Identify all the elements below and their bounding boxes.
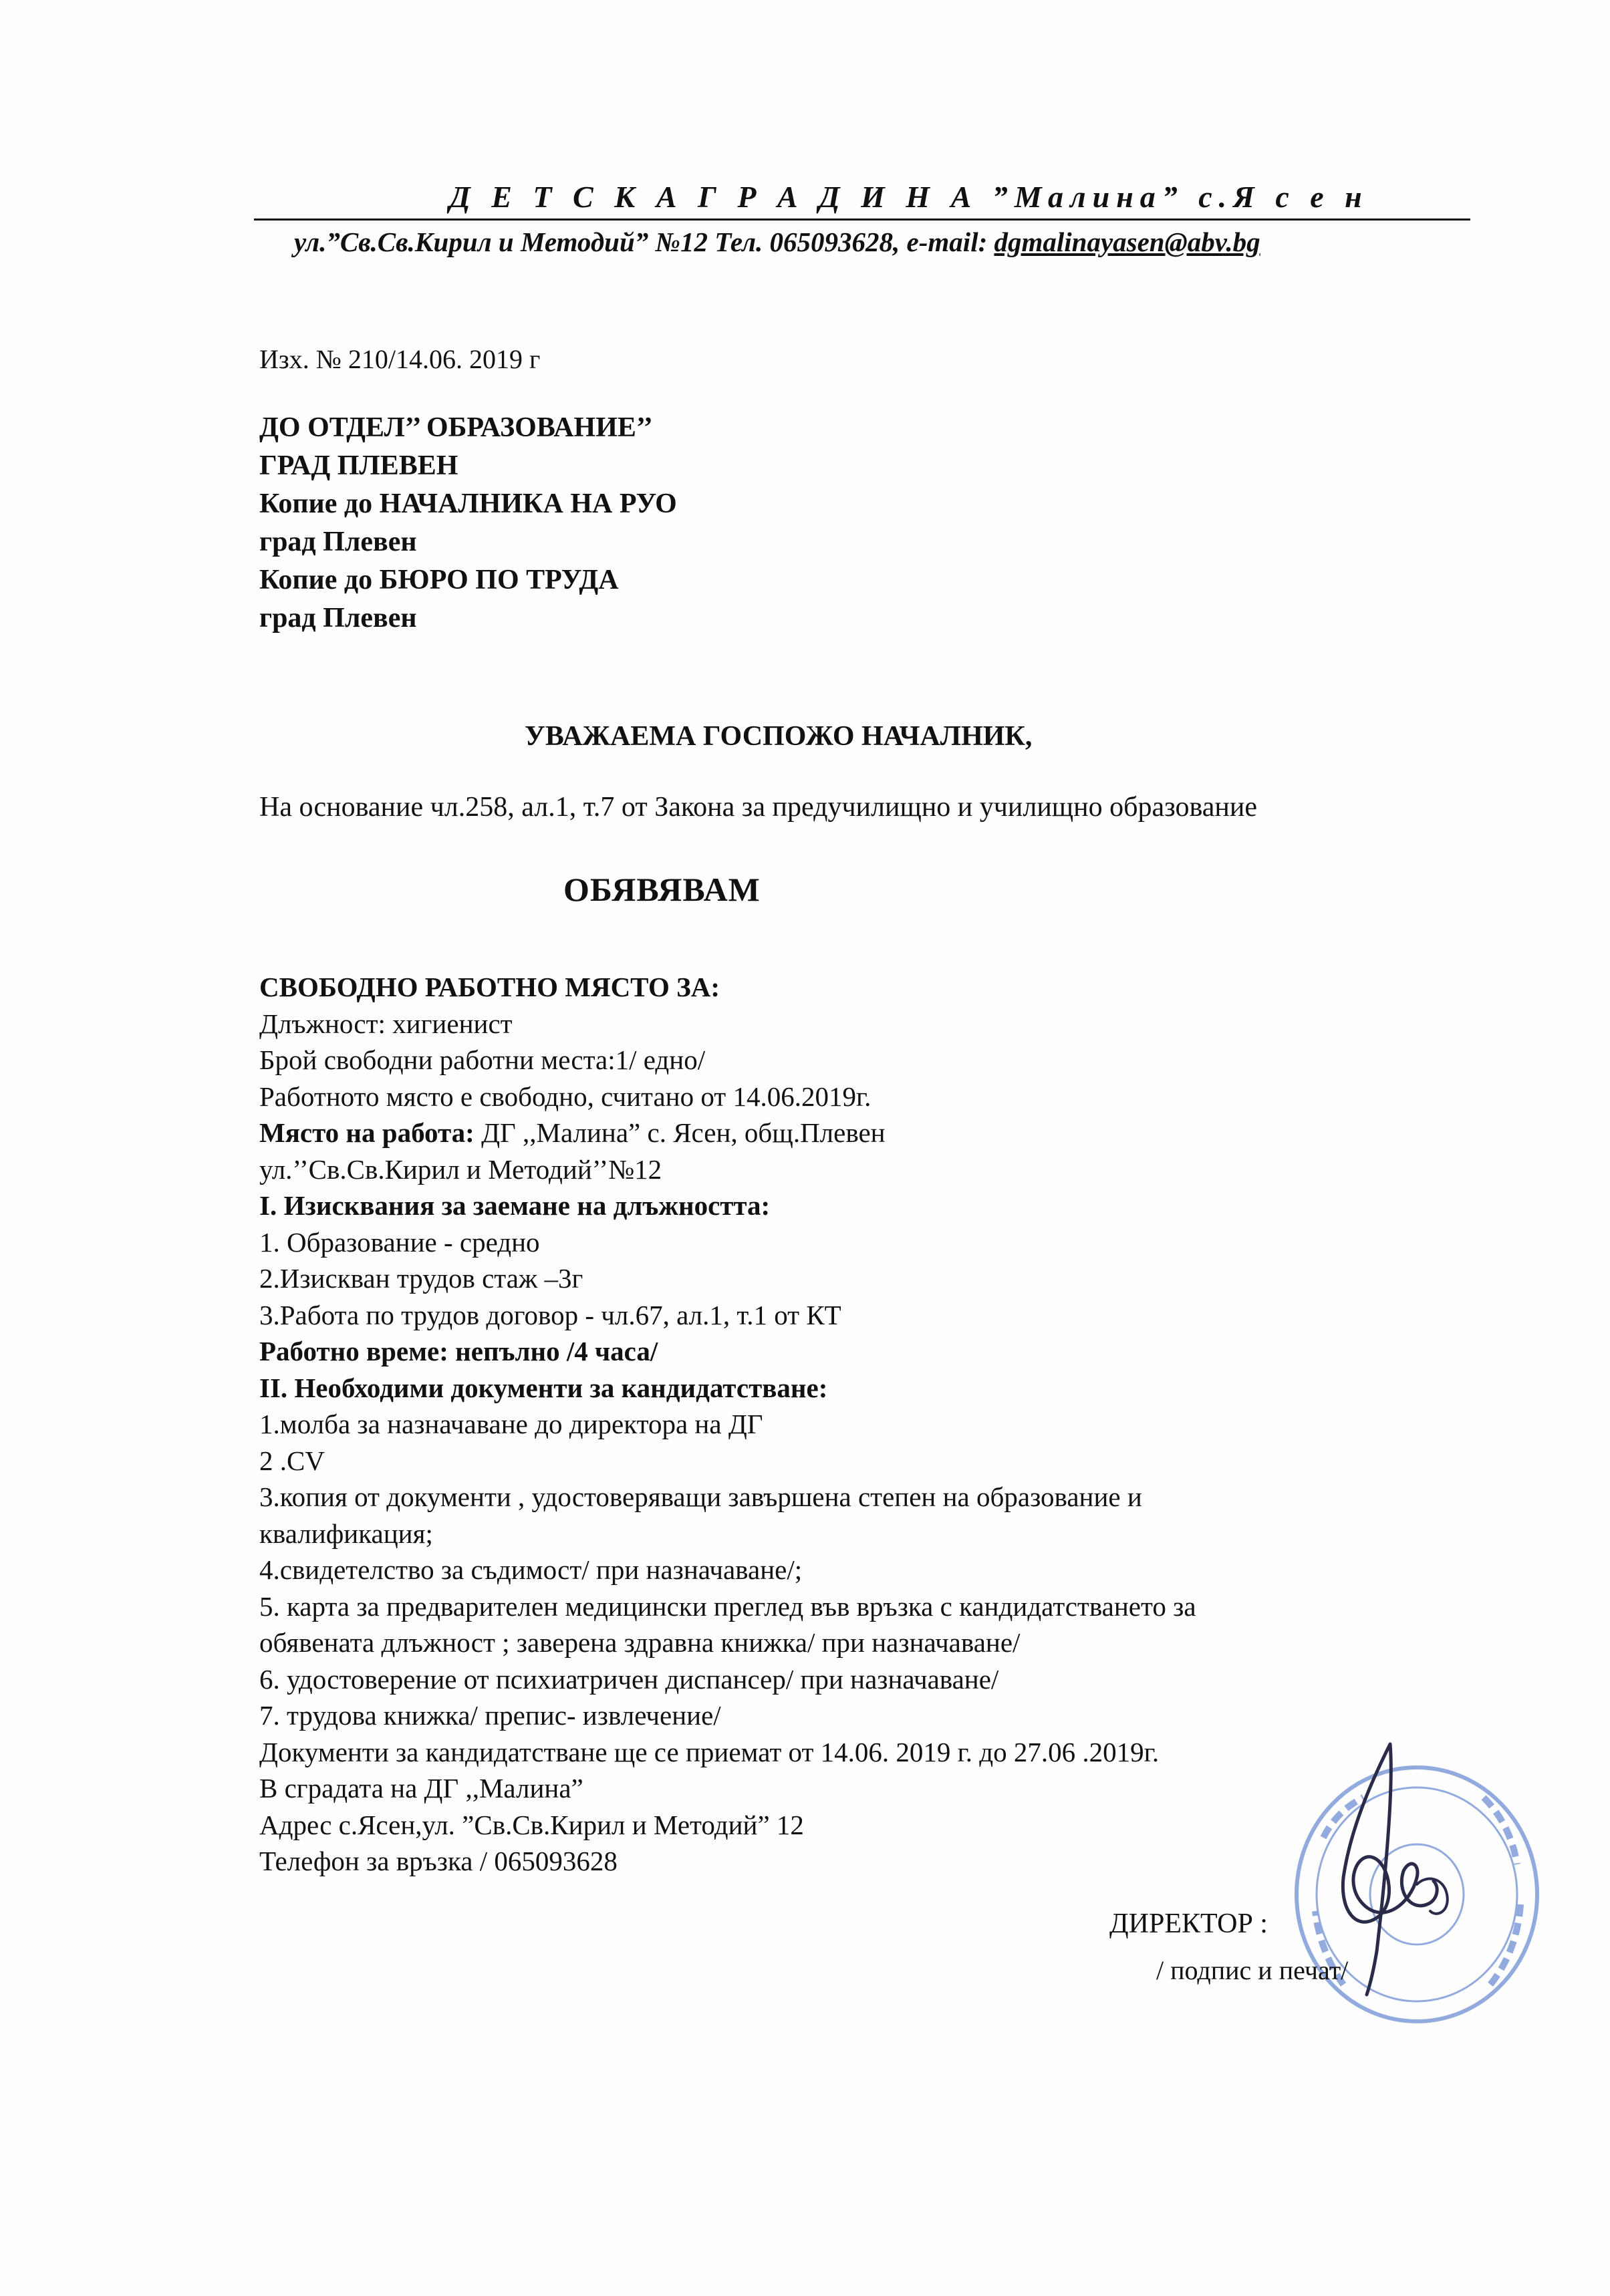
letterhead-address [254, 226, 1484, 258]
document-item: 6. удостоверение от психиатричен диспансер/ при назначаване/ [259, 1663, 999, 1695]
legal-basis: На основание чл.258, ал.1, т.7 от Закона за предучилищно и училищно образование [259, 792, 1257, 823]
letterhead-rule [254, 219, 1470, 221]
salutation: УВАЖАЕМА ГОСПОЖО НАЧАЛНИК, [525, 721, 1033, 752]
recipient-line: Копие до НАЧАЛНИКА НА РУО [259, 488, 677, 519]
letterhead [254, 179, 1484, 258]
recipient-line: град Плевен [259, 527, 417, 557]
recipients-block [259, 409, 1462, 637]
document-item: 2 .CV [259, 1445, 325, 1476]
count-line: Брой свободни работни места:1/ едно/ [259, 1044, 706, 1075]
signature-note: / подпис и печат/ [1156, 1955, 1349, 1985]
vacant-from-line: Работното място е свободно, считано от 14.06.2019г. [259, 1081, 871, 1112]
announce-heading: ОБЯВЯВАМ [563, 871, 761, 908]
requirement-item: 3.Работа по трудов договор - чл.67, ал.1, т.1 от КТ [259, 1299, 841, 1330]
position-line: Длъжност: хигиенист [259, 1008, 513, 1039]
recipient-line: ДО ОТДЕЛ’’ ОБРАЗОВАНИЕ’’ [259, 412, 653, 443]
workplace-label: Място на работа: [259, 1117, 475, 1148]
letterhead-email[interactable]: dgmalinayasen@abv.bg [994, 227, 1260, 257]
address-line: Адрес с.Ясен,ул. ”Св.Св.Кирил и Методий” 12 [259, 1809, 804, 1840]
deadline-line: Документи за кандидатстване ще се приемат от 14.06. 2019 г. до 27.06 .2019г. [259, 1736, 1160, 1767]
document-item: 3.копия от документи , удостоверяващи завършена степен на образование и [259, 1481, 1142, 1512]
recipient-line: ГРАД ПЛЕВЕН [259, 450, 458, 481]
workplace-line [259, 1115, 1462, 1151]
document-item: 1.молба за назначаване до директора на ДГ [259, 1409, 763, 1439]
recipient-line: Копие до БЮРО ПО ТРУДА [259, 565, 619, 595]
documents-heading: II. Необходими документи за кандидатстване: [259, 1372, 828, 1403]
reference-number: Изх. № 210/14.06. 2019 г [259, 344, 541, 374]
document-item-continued: квалификация; [259, 1518, 433, 1549]
phone-line: Телефон за връзка / 065093628 [259, 1846, 618, 1876]
requirement-item: 1. Образование - средно [259, 1226, 540, 1258]
document-item: 5. карта за предварителен медицински преглед във връзка с кандидатстването за [259, 1590, 1196, 1622]
letterhead-title: Д Е Т С К А Г Р А Д И Н А ”Малина” с.Я с е н [449, 180, 1369, 214]
document-item-continued: обявената длъжност ; заверена здравна книжка/ при назначаване/ [259, 1627, 1021, 1658]
requirements-heading: I. Изисквания за заемане на длъжността: [259, 1190, 771, 1221]
letterhead-address-text: ул.”Св.Св.Кирил и Методий” №12 Тел. 065093628, e-mail: [294, 227, 994, 257]
workplace-street-line: ул.’’Св.Св.Кирил и Методий’’№12 [259, 1153, 662, 1185]
workplace-value: ДГ ,,Малина” с. Ясен, общ.Плевен [474, 1117, 886, 1148]
work-hours-line: Работно време: непълно /4 часа/ [259, 1336, 658, 1367]
director-label: ДИРЕКТОР : [1109, 1908, 1268, 1939]
vacancy-heading: СВОБОДНО РАБОТНО МЯСТО ЗА: [259, 972, 720, 1002]
location-line: В сградата на ДГ ,,Малина” [259, 1773, 583, 1804]
recipient-line: град Плевен [259, 603, 417, 633]
requirement-item: 2.Изискван трудов стаж –3г [259, 1263, 583, 1294]
document-item: 7. трудова книжка/ препис- извлечение/ [259, 1700, 721, 1731]
vacancy-details [259, 969, 1462, 1880]
document-item: 4.свидетелство за съдимост/ при назначаване/; [259, 1554, 803, 1585]
